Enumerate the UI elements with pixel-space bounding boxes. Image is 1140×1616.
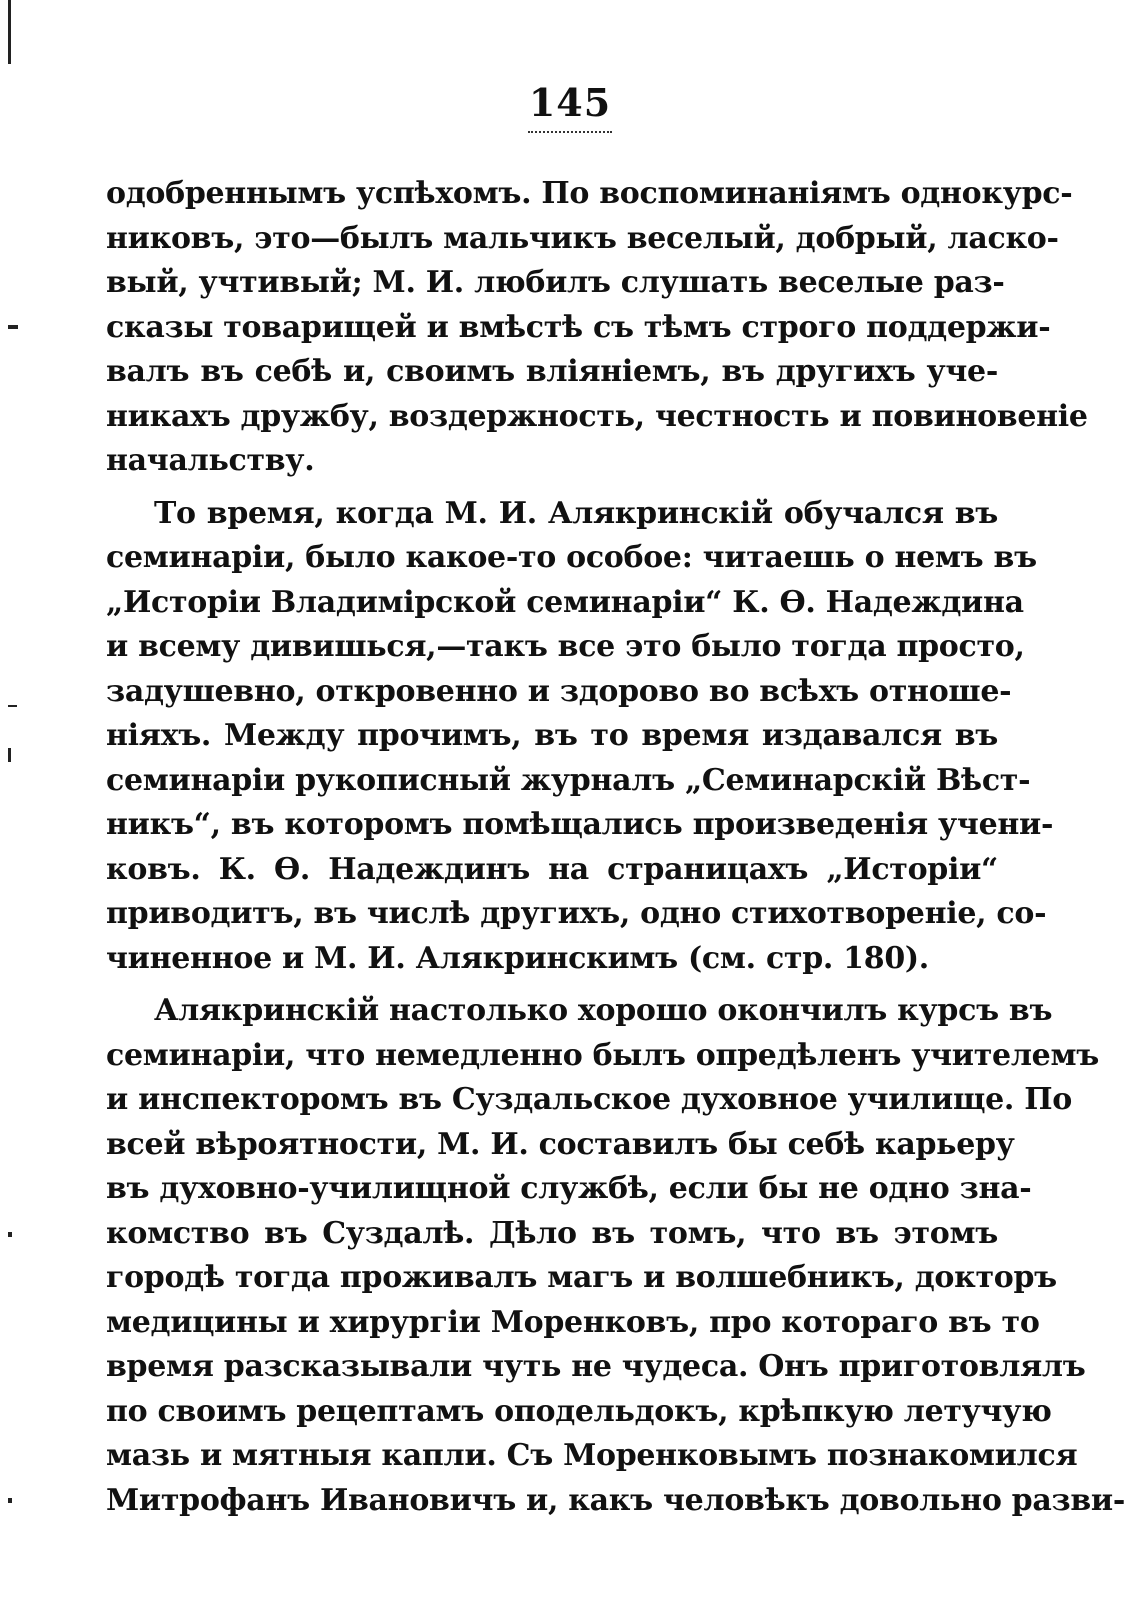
text-line: никъ“, въ которомъ помѣщались произведенія учени- <box>106 807 1054 842</box>
text-line: задушевно, откровенно и здорово во всѣхъ отноше- <box>106 673 1012 709</box>
paragraph <box>106 989 1125 1523</box>
page-header <box>0 80 1140 133</box>
text-line: по своимъ рецептамъ оподельдокъ, крѣпкую летучую <box>106 1393 1052 1429</box>
text-line: приводитъ, въ числѣ другихъ, одно стихотвореніе, со- <box>106 896 1047 931</box>
margin-dash-mark <box>8 748 11 762</box>
text-line: вый, учтивый; М. И. любилъ слушать веселые раз- <box>106 265 1005 300</box>
text-line: То время, когда М. И. Алякринскій обучался въ <box>154 495 998 531</box>
text-line: семинаріи, что немедленно былъ опредѣленъ учителемъ <box>106 1037 1099 1073</box>
text-line: и всему дивишься,—такъ все это было тогда просто, <box>106 629 1025 664</box>
text-line: мазь и мятныя капли. Съ Моренковымъ познакомился <box>106 1438 1078 1473</box>
paragraph-gap <box>106 484 998 492</box>
text-line: семинаріи, было какое-то особое: читаешь о немъ въ <box>106 540 1037 575</box>
margin-dash-mark <box>8 325 18 329</box>
paragraph <box>106 492 1054 982</box>
text-line: время разсказывали чуть не чудеса. Онъ приготовлялъ <box>106 1349 1086 1384</box>
margin-dash-mark <box>8 705 17 707</box>
binding-edge-mark <box>8 0 11 64</box>
text-line: сказы товарищей и вмѣстѣ съ тѣмъ строго поддержи- <box>106 309 1051 345</box>
text-line: медицины и хирургіи Моренковъ, про котораго въ то <box>106 1304 1040 1340</box>
text-line: одобреннымъ успѣхомъ. По воспоминаніямъ однокурс- <box>106 176 1073 211</box>
text-line: ковъ. К. Ѳ. Надеждинъ на страницахъ „Исторіи“ <box>106 851 998 887</box>
text-line: и инспекторомъ въ Суздальское духовное училище. По <box>106 1082 1072 1117</box>
text-line: валъ въ себѣ и, своимъ вліяніемъ, въ другихъ уче- <box>106 354 998 389</box>
text-line: всей вѣроятности, М. И. составилъ бы себѣ карьеру <box>106 1126 1015 1162</box>
text-line: семинаріи рукописный журналъ „Семинарскій Вѣст- <box>106 762 1031 798</box>
text-line: ніяхъ. Между прочимъ, въ то время издавался въ <box>106 718 998 753</box>
text-line: комство въ Суздалѣ. Дѣло въ томъ, что въ этомъ <box>106 1215 998 1251</box>
text-line: въ духовно-училищной службѣ, если бы не одно зна- <box>106 1171 1032 1206</box>
text-line: „Исторіи Владимірской семинаріи“ К. Ѳ. Надеждина <box>106 584 1024 620</box>
page-number: 145 <box>528 80 612 125</box>
body-text <box>106 172 1125 1523</box>
page-number-rule <box>528 131 612 133</box>
text-line: начальству. <box>106 443 315 478</box>
text-line: чиненное и М. И. Алякринскимъ (см. стр. 180). <box>106 940 929 976</box>
text-line: никовъ, это—былъ мальчикъ веселый, добрый, ласко- <box>106 220 1059 256</box>
text-line: Митрофанъ Ивановичъ и, какъ человѣкъ довольно разви- <box>106 1482 1125 1518</box>
paragraph <box>106 172 1088 484</box>
paragraph-gap <box>106 981 998 989</box>
margin-dash-mark <box>8 1498 12 1503</box>
text-line: городѣ тогда проживалъ магъ и волшебникъ, докторъ <box>106 1260 1057 1295</box>
margin-dash-mark <box>8 1232 12 1237</box>
text-line: никахъ дружбу, воздержность, честность и повиновеніе <box>106 398 1088 434</box>
text-line: Алякринскій настолько хорошо окончилъ курсъ въ <box>154 993 1053 1028</box>
